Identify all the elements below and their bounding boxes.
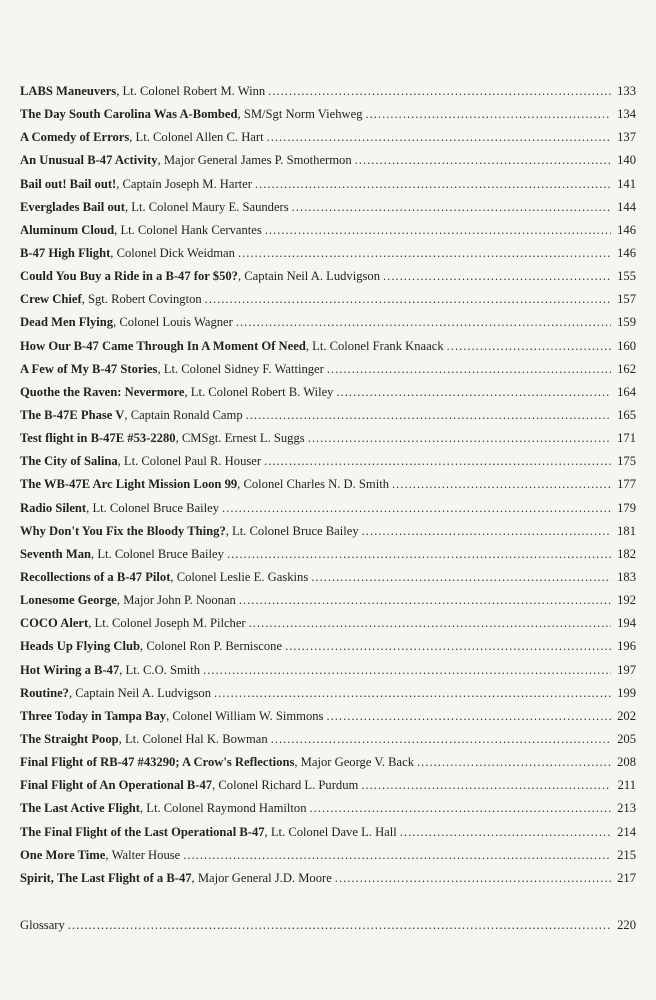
dot-leader — [417, 751, 611, 774]
dot-leader — [205, 288, 611, 311]
toc-row — [20, 589, 636, 612]
toc-entry-title: The City of Salina — [20, 454, 118, 469]
dot-leader — [227, 543, 611, 566]
toc-row — [20, 173, 636, 196]
toc-separator: , — [114, 222, 121, 237]
toc-row — [20, 520, 636, 543]
toc-entry-author: Lt. Colonel Sidney F. Wattinger — [163, 361, 324, 376]
toc-separator: , — [225, 523, 233, 538]
toc-entry-page-number: 197 — [617, 662, 636, 677]
toc-separator: , — [116, 176, 123, 191]
toc-separator: , — [81, 292, 88, 307]
toc-entry-title: Crew Chief — [20, 292, 82, 307]
toc-separator: , — [124, 199, 132, 214]
toc-entry-title: The WB-47E Arc Light Mission Loon 99 — [20, 477, 238, 492]
toc-entry-author: Lt. Colonel Robert B. Wiley — [190, 384, 334, 399]
toc-row — [20, 242, 636, 265]
toc-entry-page-number: 177 — [617, 477, 636, 492]
toc-entry-title: B-47 High Flight — [20, 245, 111, 260]
dot-leader — [392, 473, 611, 496]
toc-row — [20, 126, 636, 149]
toc-row — [20, 774, 636, 797]
toc-entry-title: The B-47E Phase V — [20, 407, 125, 422]
dot-leader — [400, 821, 611, 844]
toc-separator: , — [170, 569, 177, 584]
toc-entry-author: Colonel Ron P. Berniscone — [146, 639, 283, 654]
toc-entry-page-number: 165 — [617, 407, 636, 422]
toc-entry-page-number: 133 — [617, 84, 636, 98]
toc-entry-page-number: 160 — [617, 338, 636, 353]
dot-leader — [249, 612, 611, 635]
toc-row — [20, 728, 636, 751]
dot-leader — [68, 914, 611, 937]
toc-entry-page-number: 217 — [617, 870, 636, 885]
toc-entry-page-number: 194 — [617, 616, 636, 631]
toc-entry-author: Colonel Richard L. Purdum — [218, 778, 359, 793]
toc-entry-author: SM/Sgt Norm Viehweg — [243, 107, 363, 122]
toc-entry-page-number: 134 — [617, 107, 636, 122]
dot-leader — [311, 566, 611, 589]
toc-entry-title: Hot Wiring a B-47 — [20, 662, 120, 677]
toc-separator: , — [237, 269, 245, 284]
toc-row — [20, 821, 636, 844]
toc-entry-title: Everglades Bail out — [20, 199, 125, 214]
dot-leader — [292, 196, 611, 219]
toc-row — [20, 867, 636, 890]
dot-leader — [327, 358, 611, 381]
toc-entry-page-number: 141 — [617, 176, 636, 191]
toc-entry-title: Dead Men Flying — [20, 315, 114, 330]
toc-row-glossary — [20, 914, 636, 937]
toc-row — [20, 682, 636, 705]
toc-row — [20, 404, 636, 427]
toc-entry-page-number: 140 — [617, 153, 636, 168]
toc-separator: , — [68, 685, 76, 700]
toc-entry-title: Routine? — [20, 685, 69, 700]
dot-leader — [265, 219, 611, 242]
toc-entry-page-number: 213 — [617, 801, 636, 816]
toc-row — [20, 288, 636, 311]
glossary-title: Glossary — [20, 918, 65, 932]
toc-separator: , — [157, 361, 164, 376]
toc-entry-title: Quothe the Raven: Nevermore — [20, 384, 185, 399]
toc-entry-author: Lt. Colonel Maury E. Saunders — [131, 199, 289, 214]
toc-row — [20, 358, 636, 381]
toc-row — [20, 219, 636, 242]
toc-entry-title: Heads Up Flying Club — [20, 639, 141, 654]
toc-entry-title: Final Flight of RB-47 #43290; A Crow's Reflections — [20, 755, 295, 770]
toc-entry-page-number: 155 — [617, 269, 636, 284]
dot-leader — [447, 335, 611, 358]
toc-entry-title: Final Flight of An Operational B-47 — [20, 778, 213, 793]
toc-separator: , — [91, 546, 98, 561]
dot-leader — [361, 774, 611, 797]
toc-entry-author: Captain Ronald Camp — [130, 407, 243, 422]
toc-entry-author: Lt. Colonel Dave L. Hall — [270, 824, 397, 839]
dot-leader — [222, 497, 611, 520]
toc-entry-title: Spirit, The Last Flight of a B-47 — [20, 870, 192, 885]
toc-separator: , — [105, 847, 112, 862]
dot-leader — [267, 126, 611, 149]
toc-separator: , — [116, 84, 123, 98]
toc-entry-page-number: 183 — [617, 569, 636, 584]
toc-entry-page-number: 159 — [617, 315, 636, 330]
toc-entry-author: Captain Neil A. Ludvigson — [244, 269, 381, 284]
toc-entry-page-number: 214 — [617, 824, 636, 839]
toc-entry-title: The Day South Carolina Was A-Bombed — [20, 107, 238, 122]
toc-row — [20, 659, 636, 682]
toc-entry-page-number: 146 — [617, 222, 636, 237]
toc-entry-author: Lt. Colonel Raymond Hamilton — [146, 801, 307, 816]
toc-row — [20, 103, 636, 126]
toc-entry-title: One More Time — [20, 847, 106, 862]
toc-entry-title: Three Today in Tampa Bay — [20, 708, 167, 723]
toc-entry-title: Seventh Man — [20, 546, 92, 561]
toc-row — [20, 797, 636, 820]
toc-separator: , — [140, 801, 147, 816]
toc-entry-page-number: 181 — [617, 523, 636, 538]
toc-separator: , — [264, 824, 271, 839]
toc-entry-title: A Comedy of Errors — [20, 130, 130, 145]
toc-entry-title: An Unusual B-47 Activity — [20, 153, 158, 168]
toc-row — [20, 450, 636, 473]
table-of-contents — [20, 80, 636, 890]
toc-entry-page-number: 164 — [617, 384, 636, 399]
dot-leader — [264, 450, 611, 473]
toc-separator: , — [110, 245, 117, 260]
toc-row — [20, 473, 636, 496]
toc-row — [20, 543, 636, 566]
toc-entry-page-number: 199 — [617, 685, 636, 700]
toc-entry-author: Major George V. Back — [300, 755, 414, 770]
toc-entry-author: Colonel William W. Simmons — [172, 708, 324, 723]
dot-leader — [236, 311, 611, 334]
toc-entry-author: Colonel Charles N. D. Smith — [243, 477, 389, 492]
toc-entry-author: Lt. Colonel Robert M. Winn — [122, 84, 266, 98]
toc-row — [20, 335, 636, 358]
dot-leader — [285, 635, 611, 658]
toc-entry-title: Could You Buy a Ride in a B-47 for $50? — [20, 269, 238, 284]
toc-separator: , — [191, 870, 198, 885]
toc-row — [20, 265, 636, 288]
toc-separator: , — [88, 616, 95, 631]
toc-entry-author: Lt. Colonel Bruce Bailey — [97, 546, 224, 561]
dot-leader — [355, 149, 611, 172]
toc-row — [20, 497, 636, 520]
toc-entry-author: Lt. Colonel Paul R. Houser — [123, 454, 262, 469]
toc-separator: , — [117, 454, 124, 469]
toc-separator: , — [305, 338, 313, 353]
toc-row — [20, 196, 636, 219]
toc-entry-title: LABS Maneuvers — [20, 84, 117, 98]
dot-leader — [238, 242, 611, 265]
glossary-page-number: 220 — [617, 918, 636, 932]
toc-row — [20, 635, 636, 658]
toc-entry-page-number: 137 — [617, 130, 636, 145]
toc-entry-title: The Straight Poop — [20, 731, 119, 746]
toc-entry-author: Major General James P. Smothermon — [163, 153, 352, 168]
toc-entry-author: Lt. C.O. Smith — [125, 662, 201, 677]
toc-entry-page-number: 179 — [617, 500, 636, 515]
toc-row — [20, 751, 636, 774]
toc-entry-author: Lt. Colonel Hal K. Bowman — [124, 731, 268, 746]
toc-entry-author: Major General J.D. Moore — [197, 870, 332, 885]
toc-entry-title: Lonesome George — [20, 593, 117, 608]
toc-row — [20, 566, 636, 589]
toc-entry-page-number: 211 — [617, 778, 636, 793]
dot-leader — [308, 427, 611, 450]
toc-separator: , — [116, 593, 124, 608]
dot-leader — [268, 80, 611, 103]
dot-leader — [255, 173, 611, 196]
dot-leader — [239, 589, 611, 612]
toc-entry-page-number: 146 — [617, 245, 636, 260]
toc-entry-title: The Last Active Flight — [20, 801, 140, 816]
dot-leader — [362, 520, 611, 543]
dot-leader — [183, 844, 611, 867]
toc-entry-title: A Few of My B-47 Stories — [20, 361, 158, 376]
toc-entry-author: CMSgt. Ernest L. Suggs — [181, 431, 305, 446]
dot-leader — [271, 728, 611, 751]
dot-leader — [214, 682, 611, 705]
toc-entry-title: Why Don't You Fix the Bloody Thing? — [20, 523, 226, 538]
toc-entry-title: Test flight in B-47E #53-2280 — [20, 431, 176, 446]
toc-list — [20, 80, 636, 890]
toc-separator: , — [113, 315, 120, 330]
toc-entry-author: Lt. Colonel Joseph M. Pilcher — [94, 616, 246, 631]
toc-row — [20, 149, 636, 172]
toc-entry-author: Sgt. Robert Covington — [87, 292, 202, 307]
toc-separator: , — [157, 153, 164, 168]
dot-leader — [246, 404, 611, 427]
toc-entry-page-number: 208 — [617, 755, 636, 770]
toc-entry-title: Bail out! Bail out! — [20, 176, 117, 191]
toc-separator: , — [129, 130, 136, 145]
toc-separator: , — [118, 731, 125, 746]
toc-separator: , — [294, 755, 301, 770]
toc-separator: , — [124, 407, 131, 422]
dot-leader — [203, 659, 611, 682]
toc-entry-author: Lt. Colonel Allen C. Hart — [135, 130, 264, 145]
toc-entry-author: Lt. Colonel Bruce Bailey — [92, 500, 220, 515]
toc-separator: , — [119, 662, 126, 677]
toc-entry-page-number: 192 — [617, 593, 636, 608]
toc-entry-title: Recollections of a B-47 Pilot — [20, 569, 171, 584]
toc-entry-page-number: 196 — [617, 639, 636, 654]
dot-leader — [336, 381, 611, 404]
toc-entry-author: Lt. Colonel Frank Knaack — [312, 338, 444, 353]
toc-separator: , — [166, 708, 173, 723]
toc-separator: , — [184, 384, 191, 399]
toc-row — [20, 381, 636, 404]
toc-row — [20, 612, 636, 635]
toc-entry-page-number: 157 — [617, 292, 636, 307]
toc-entry-title: The Final Flight of the Last Operational B-47 — [20, 824, 265, 839]
toc-row — [20, 427, 636, 450]
toc-entry-title: Radio Silent — [20, 500, 87, 515]
toc-entry-page-number: 202 — [617, 708, 636, 723]
toc-entry-author: Captain Neil A. Ludvigson — [75, 685, 212, 700]
dot-leader — [326, 705, 611, 728]
dot-leader — [335, 867, 611, 890]
toc-entry-author: Lt. Colonel Bruce Bailey — [232, 523, 359, 538]
toc-entry-title: Aluminum Cloud — [20, 222, 115, 237]
dot-leader — [310, 797, 611, 820]
toc-entry-title: How Our B-47 Came Through In A Moment Of Need — [20, 338, 306, 353]
toc-entry-author: Walter House — [111, 847, 181, 862]
toc-entry-page-number: 162 — [617, 361, 636, 376]
toc-entry-page-number: 215 — [617, 847, 636, 862]
toc-row — [20, 311, 636, 334]
dot-leader — [383, 265, 611, 288]
toc-entry-author: Captain Joseph M. Harter — [122, 176, 252, 191]
dot-leader — [365, 103, 611, 126]
toc-entry-page-number: 182 — [617, 546, 636, 561]
toc-entry-author: Colonel Dick Weidman — [116, 245, 235, 260]
toc-separator: , — [140, 639, 147, 654]
toc-separator: , — [86, 500, 93, 515]
toc-row — [20, 80, 636, 103]
toc-separator: , — [237, 477, 244, 492]
toc-entry-author: Colonel Leslie E. Gaskins — [176, 569, 309, 584]
toc-entry-author: Lt. Colonel Hank Cervantes — [120, 222, 262, 237]
toc-separator: , — [175, 431, 182, 446]
toc-entry-page-number: 205 — [617, 731, 636, 746]
toc-entry-page-number: 171 — [617, 431, 636, 446]
toc-entry-page-number: 144 — [617, 199, 636, 214]
toc-row — [20, 844, 636, 867]
toc-separator: , — [237, 107, 244, 122]
toc-entry-page-number: 175 — [617, 454, 636, 469]
toc-entry-author: Major John P. Noonan — [123, 593, 236, 608]
toc-entry-title: COCO Alert — [20, 616, 89, 631]
toc-entry-author: Colonel Louis Wagner — [119, 315, 233, 330]
toc-row — [20, 705, 636, 728]
toc-separator: , — [212, 778, 219, 793]
